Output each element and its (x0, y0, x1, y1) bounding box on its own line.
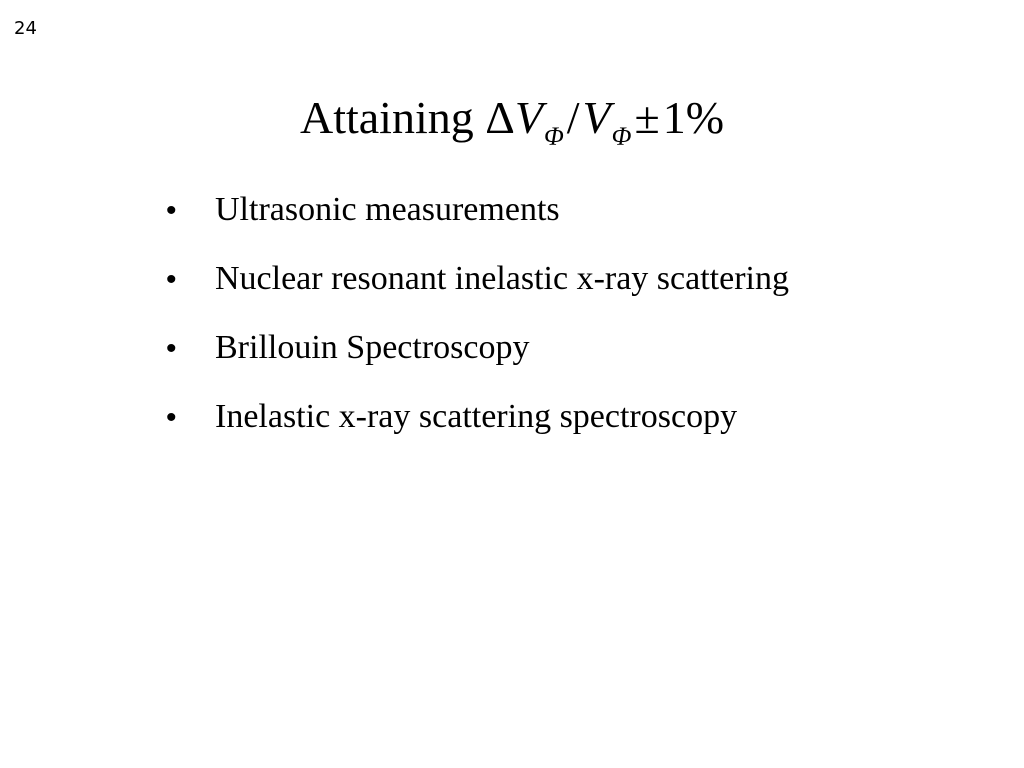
bullet-list (160, 186, 789, 462)
slide-number: 24 (14, 18, 37, 39)
bullet-text: Nuclear resonant inelastic x-ray scattering (215, 260, 789, 297)
bullet-marker: • (166, 263, 177, 296)
title-prefix: Attaining (299, 92, 486, 143)
title-value: 1% (662, 92, 725, 143)
title-delta: Δ (485, 92, 515, 143)
bullet-item (160, 255, 789, 324)
bullet-marker: • (166, 401, 177, 434)
bullet-marker: • (166, 332, 177, 365)
title-plusminus: ± (634, 92, 660, 143)
bullet-text: Ultrasonic measurements (215, 191, 560, 228)
bullet-text: Brillouin Spectroscopy (215, 329, 530, 366)
bullet-marker: • (166, 194, 177, 227)
title-slash: / (566, 92, 580, 143)
bullet-item (160, 186, 789, 255)
bullet-text: Inelastic x-ray scattering spectroscopy (215, 398, 738, 435)
slide-title (0, 88, 1024, 155)
title-var-v2: V (582, 92, 611, 143)
bullet-item (160, 324, 789, 393)
bullet-item (160, 393, 789, 462)
title-subscript-phi1: Φ (543, 122, 564, 151)
title-var-v1: V (514, 92, 543, 143)
title-subscript-phi2: Φ (611, 122, 632, 151)
